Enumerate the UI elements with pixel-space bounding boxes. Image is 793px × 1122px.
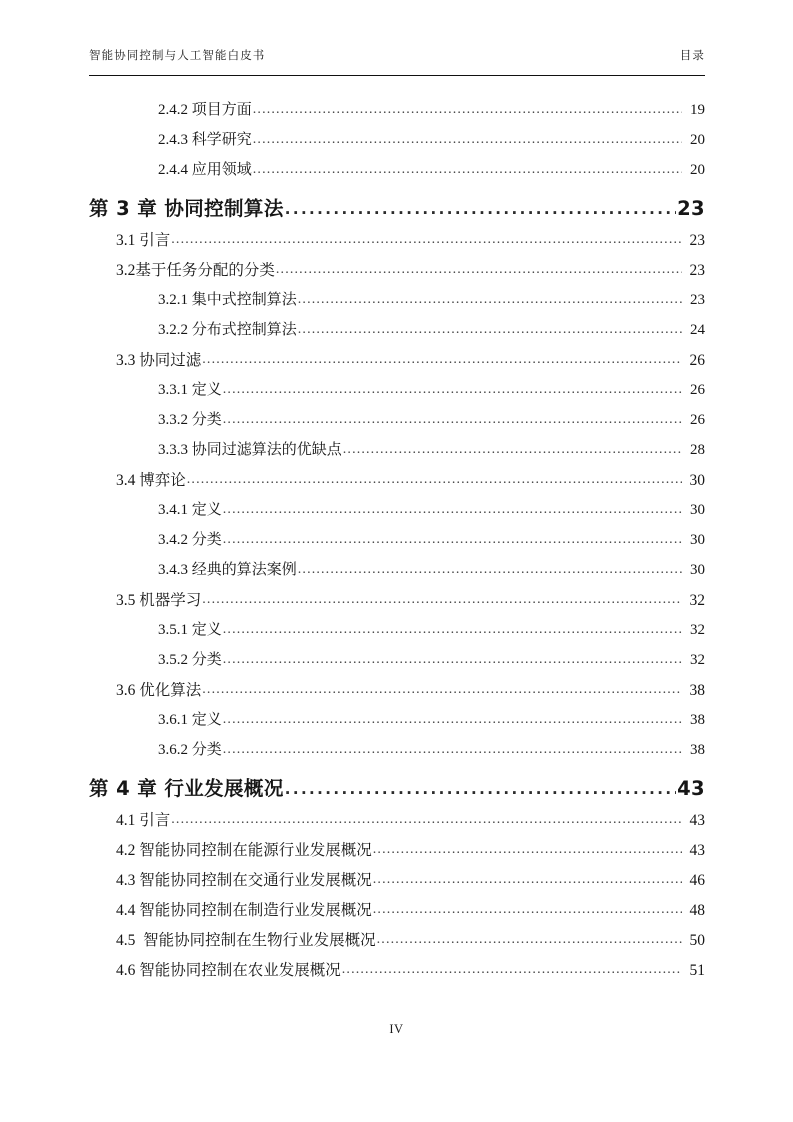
toc-entry-label: 3.3.1 定义 xyxy=(158,382,222,398)
toc-entry-page-number: 28 xyxy=(690,442,705,458)
toc-entry-label: 2.4.4 应用领域 xyxy=(158,162,252,178)
toc-entry[interactable] xyxy=(89,918,705,948)
toc-entry-label: 3.2.1 集中式控制算法 xyxy=(158,292,297,308)
toc-entry-page-number: 46 xyxy=(689,871,705,889)
toc-dot-leader xyxy=(223,622,682,637)
toc-entry-label: 4.2 智能协同控制在能源行业发展概况 xyxy=(116,841,372,859)
header-section-label: 目录 xyxy=(679,50,705,62)
toc-dot-leader xyxy=(253,132,682,147)
toc-entry-label: 3.2.2 分布式控制算法 xyxy=(158,322,297,338)
header-divider xyxy=(89,75,705,76)
toc-entry[interactable] xyxy=(89,608,705,638)
running-header xyxy=(89,47,705,63)
toc-dot-leader xyxy=(223,382,682,397)
toc-entry-label: 4.1 引言 xyxy=(116,811,171,829)
toc-entry[interactable] xyxy=(89,308,705,338)
toc-dot-leader xyxy=(223,652,682,667)
toc-dot-leader xyxy=(285,778,676,798)
toc-entry-page-number: 24 xyxy=(690,322,705,338)
toc-dot-leader xyxy=(223,502,682,517)
toc-dot-leader xyxy=(223,742,682,757)
toc-entry-page-number: 30 xyxy=(689,471,705,489)
toc-entry-label: 第 4 章 行业发展概况 xyxy=(89,776,284,800)
toc-entry-page-number: 30 xyxy=(690,562,705,578)
toc-entry-page-number: 43 xyxy=(689,841,705,859)
toc-entry-page-number: 30 xyxy=(690,532,705,548)
toc-entry[interactable] xyxy=(89,488,705,518)
toc-entry-page-number: 38 xyxy=(689,681,705,699)
toc-entry-label: 4.5 智能协同控制在生物行业发展概况 xyxy=(116,931,376,949)
toc-dot-leader xyxy=(343,442,682,457)
header-document-title: 智能协同控制与人工智能白皮书 xyxy=(89,50,266,62)
toc-entry-page-number: 38 xyxy=(690,712,705,728)
toc-entry-label: 3.2基于任务分配的分类 xyxy=(116,261,275,279)
toc-entry-page-number: 23 xyxy=(689,231,705,249)
toc-entry-label: 3.5 机器学习 xyxy=(116,591,202,609)
toc-entry[interactable] xyxy=(89,948,705,978)
toc-entry[interactable] xyxy=(89,638,705,668)
toc-entry[interactable] xyxy=(89,698,705,728)
toc-entry-page-number: 38 xyxy=(690,742,705,758)
toc-entry-page-number: 32 xyxy=(690,652,705,668)
toc-entry-page-number: 30 xyxy=(690,502,705,518)
toc-entry-page-number: 19 xyxy=(690,102,705,118)
toc-entry[interactable] xyxy=(89,368,705,398)
toc-entry-label: 3.4.3 经典的算法案例 xyxy=(158,562,297,578)
toc-entry-page-number: 32 xyxy=(689,591,705,609)
toc-entry-label: 3.4 博弈论 xyxy=(116,471,186,489)
toc-dot-leader xyxy=(171,231,682,247)
toc-entry-label: 3.4.1 定义 xyxy=(158,502,222,518)
toc-entry-label: 3.5.1 定义 xyxy=(158,622,222,638)
toc-entry-page-number: 23 xyxy=(677,196,705,220)
toc-dot-leader xyxy=(202,681,682,697)
toc-entry[interactable] xyxy=(89,428,705,458)
toc-entry[interactable] xyxy=(89,338,705,368)
toc-dot-leader xyxy=(223,532,682,547)
toc-entry[interactable] xyxy=(89,218,705,248)
toc-entry-page-number: 32 xyxy=(690,622,705,638)
toc-dot-leader xyxy=(298,562,682,577)
toc-dot-leader xyxy=(187,471,682,487)
toc-entry-page-number: 20 xyxy=(690,132,705,148)
toc-entry[interactable] xyxy=(89,828,705,858)
toc-entry[interactable] xyxy=(89,88,705,118)
toc-entry-label: 4.6 智能协同控制在农业发展概况 xyxy=(116,961,341,979)
toc-entry-label: 3.6.2 分类 xyxy=(158,742,222,758)
toc-dot-leader xyxy=(298,292,682,307)
toc-entry-page-number: 26 xyxy=(689,351,705,369)
toc-entry-label: 第 3 章 协同控制算法 xyxy=(89,196,284,220)
toc-entry[interactable] xyxy=(89,278,705,308)
toc-entry-label: 2.4.2 项目方面 xyxy=(158,102,252,118)
toc-dot-leader xyxy=(223,412,682,427)
toc-entry[interactable] xyxy=(89,578,705,608)
toc-entry[interactable] xyxy=(89,518,705,548)
toc-entry-label: 4.4 智能协同控制在制造行业发展概况 xyxy=(116,901,372,919)
toc-dot-leader xyxy=(253,102,682,117)
toc-entry-label: 3.3.2 分类 xyxy=(158,412,222,428)
toc-entry-page-number: 43 xyxy=(677,776,705,800)
toc-dot-leader xyxy=(253,162,682,177)
toc-entry[interactable] xyxy=(89,458,705,488)
toc-dot-leader xyxy=(171,811,682,827)
toc-entry-page-number: 51 xyxy=(689,961,705,979)
toc-entry[interactable] xyxy=(89,178,705,218)
footer-page-number: IV xyxy=(389,1022,404,1036)
toc-dot-leader xyxy=(202,591,682,607)
toc-entry[interactable] xyxy=(89,398,705,428)
toc-dot-leader xyxy=(223,712,682,727)
toc-entry[interactable] xyxy=(89,888,705,918)
toc-entry-label: 2.4.3 科学研究 xyxy=(158,132,252,148)
toc-entry[interactable] xyxy=(89,248,705,278)
toc-entry[interactable] xyxy=(89,758,705,798)
toc-entry-label: 3.6 优化算法 xyxy=(116,681,202,699)
toc-entry-page-number: 26 xyxy=(690,382,705,398)
page-footer xyxy=(0,1020,793,1038)
toc-entry[interactable] xyxy=(89,668,705,698)
toc-entry[interactable] xyxy=(89,548,705,578)
toc-dot-leader xyxy=(373,901,682,917)
toc-entry[interactable] xyxy=(89,728,705,758)
toc-entry-label: 3.1 引言 xyxy=(116,231,171,249)
toc-entry-label: 3.3.3 协同过滤算法的优缺点 xyxy=(158,442,342,458)
toc-entry-label: 3.5.2 分类 xyxy=(158,652,222,668)
toc-dot-leader xyxy=(298,322,682,337)
toc-entry[interactable] xyxy=(89,798,705,828)
toc-entry-page-number: 43 xyxy=(689,811,705,829)
toc-dot-leader xyxy=(276,261,682,277)
toc-entry-label: 3.6.1 定义 xyxy=(158,712,222,728)
table-of-contents xyxy=(89,88,705,978)
toc-entry-page-number: 48 xyxy=(689,901,705,919)
toc-dot-leader xyxy=(373,841,682,857)
toc-dot-leader xyxy=(342,961,682,977)
toc-entry-label: 3.4.2 分类 xyxy=(158,532,222,548)
toc-entry[interactable] xyxy=(89,118,705,148)
toc-entry[interactable] xyxy=(89,858,705,888)
toc-dot-leader xyxy=(202,351,682,367)
toc-entry-page-number: 23 xyxy=(689,261,705,279)
toc-entry-page-number: 26 xyxy=(690,412,705,428)
toc-entry-label: 3.3 协同过滤 xyxy=(116,351,202,369)
toc-entry-page-number: 50 xyxy=(689,931,705,949)
toc-dot-leader xyxy=(285,198,676,218)
toc-entry-page-number: 23 xyxy=(690,292,705,308)
toc-dot-leader xyxy=(373,871,682,887)
toc-entry-label: 4.3 智能协同控制在交通行业发展概况 xyxy=(116,871,372,889)
toc-dot-leader xyxy=(377,931,682,947)
toc-entry[interactable] xyxy=(89,148,705,178)
toc-entry-page-number: 20 xyxy=(690,162,705,178)
